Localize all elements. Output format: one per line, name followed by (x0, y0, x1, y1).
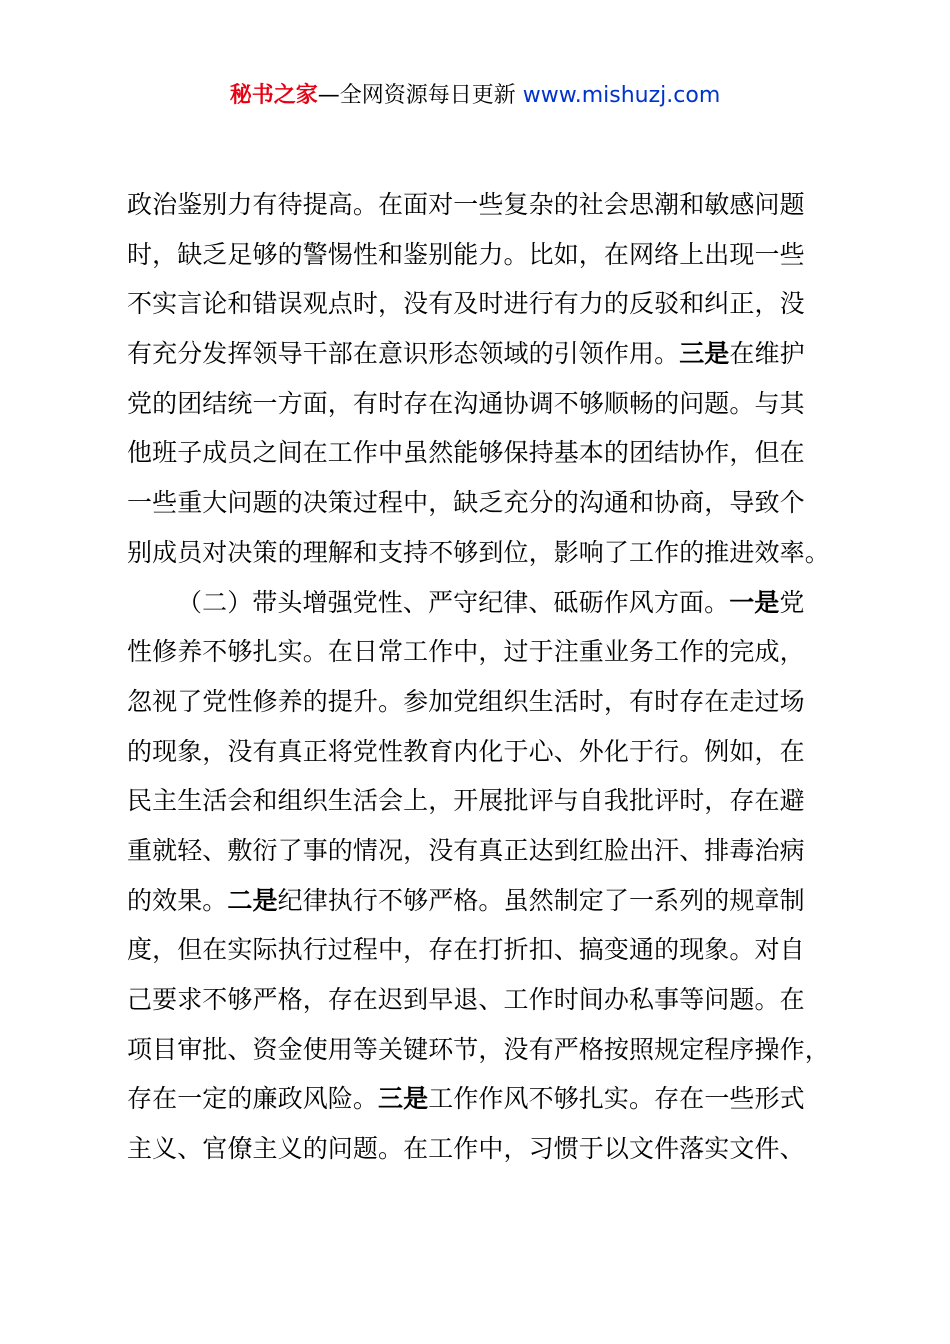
text-segment: 主义、官僚主义的问题。在工作中，习惯于以文件落实文件、 (127, 1134, 805, 1164)
text-line (127, 727, 839, 777)
text-segment: 民主生活会和组织生活会上，开展批评与自我批评时，存在避 (127, 786, 805, 816)
site-url-link[interactable]: www.mishuzj.com (522, 83, 721, 108)
text-segment: 他班子成员之间在工作中虽然能够保持基本的团结协作，但在 (127, 438, 805, 468)
text-line (127, 1124, 839, 1174)
text-line (127, 279, 839, 329)
text-line (127, 925, 839, 975)
text-line (127, 180, 839, 230)
text-line (127, 776, 839, 826)
text-line (127, 329, 839, 379)
text-line (127, 677, 839, 727)
bold-keyword: 二是 (227, 885, 278, 915)
text-segment: 在维护 (729, 339, 805, 369)
text-line (127, 826, 839, 876)
header-tagline: —全网资源每日更新 (317, 83, 523, 108)
text-segment: 的效果。 (127, 885, 228, 915)
bold-keyword: 三是 (378, 1084, 429, 1114)
text-segment: 党的团结统一方面，有时存在沟通协调不够顺畅的问题。与其 (127, 388, 805, 418)
text-segment: 纪律执行不够严格。虽然制定了一系列的规章制 (277, 885, 805, 915)
text-segment: 项目审批、资金使用等关键环节，没有严格按照规定程序操作， (127, 1034, 830, 1064)
text-line (127, 379, 839, 429)
document-body (127, 180, 839, 1174)
text-segment: 己要求不够严格，存在迟到早退、工作时间办私事等问题。在 (127, 985, 805, 1014)
text-segment: 政治鉴别力有待提高。在面对一些复杂的社会思潮和敏感问题 (127, 190, 805, 219)
text-line (127, 975, 839, 1025)
text-line (127, 428, 839, 478)
text-line (127, 1025, 839, 1075)
text-segment: 时，缺乏足够的警惕性和鉴别能力。比如，在网络上出现一些 (127, 239, 805, 269)
brand-name: 秘书之家 (229, 83, 318, 108)
text-segment: 重就轻、敷衍了事的情况，没有真正达到红脸出汗、排毒治病 (127, 835, 805, 865)
text-segment: 度，但在实际执行过程中，存在打折扣、搞变通的现象。对自 (127, 935, 805, 965)
text-line (127, 578, 839, 628)
bold-keyword: 三是 (679, 339, 730, 369)
text-segment: 性修养不够扎实。在日常工作中，过于注重业务工作的完成， (127, 637, 805, 667)
text-segment: 别成员对决策的理解和支持不够到位，影响了工作的推进效率。 (127, 537, 830, 567)
text-segment: 工作作风不够扎实。存在一些形式 (428, 1084, 805, 1114)
bold-keyword: 一是 (729, 587, 780, 617)
text-line (127, 230, 839, 280)
text-segment: 有充分发挥领导干部在意识形态领域的引领作用。 (127, 339, 680, 369)
text-line (127, 876, 839, 926)
text-line (127, 627, 839, 677)
text-line (127, 478, 839, 528)
text-line (127, 528, 839, 578)
text-segment: 的现象，没有真正将党性教育内化于心、外化于行。例如，在 (127, 736, 805, 766)
text-segment: 存在一定的廉政风险。 (127, 1084, 379, 1114)
text-segment: 不实言论和错误观点时，没有及时进行有力的反驳和纠正，没 (127, 289, 805, 319)
text-segment: （二）带头增强党性、严守纪律、砥砺作风方面。 (177, 587, 730, 617)
text-line (127, 1074, 839, 1124)
text-segment: 党 (779, 587, 805, 617)
text-segment: 一些重大问题的决策过程中，缺乏充分的沟通和协商，导致个 (127, 488, 805, 518)
page-header (0, 80, 950, 112)
text-segment: 忽视了党性修养的提升。参加党组织生活时，有时存在走过场 (127, 686, 805, 716)
